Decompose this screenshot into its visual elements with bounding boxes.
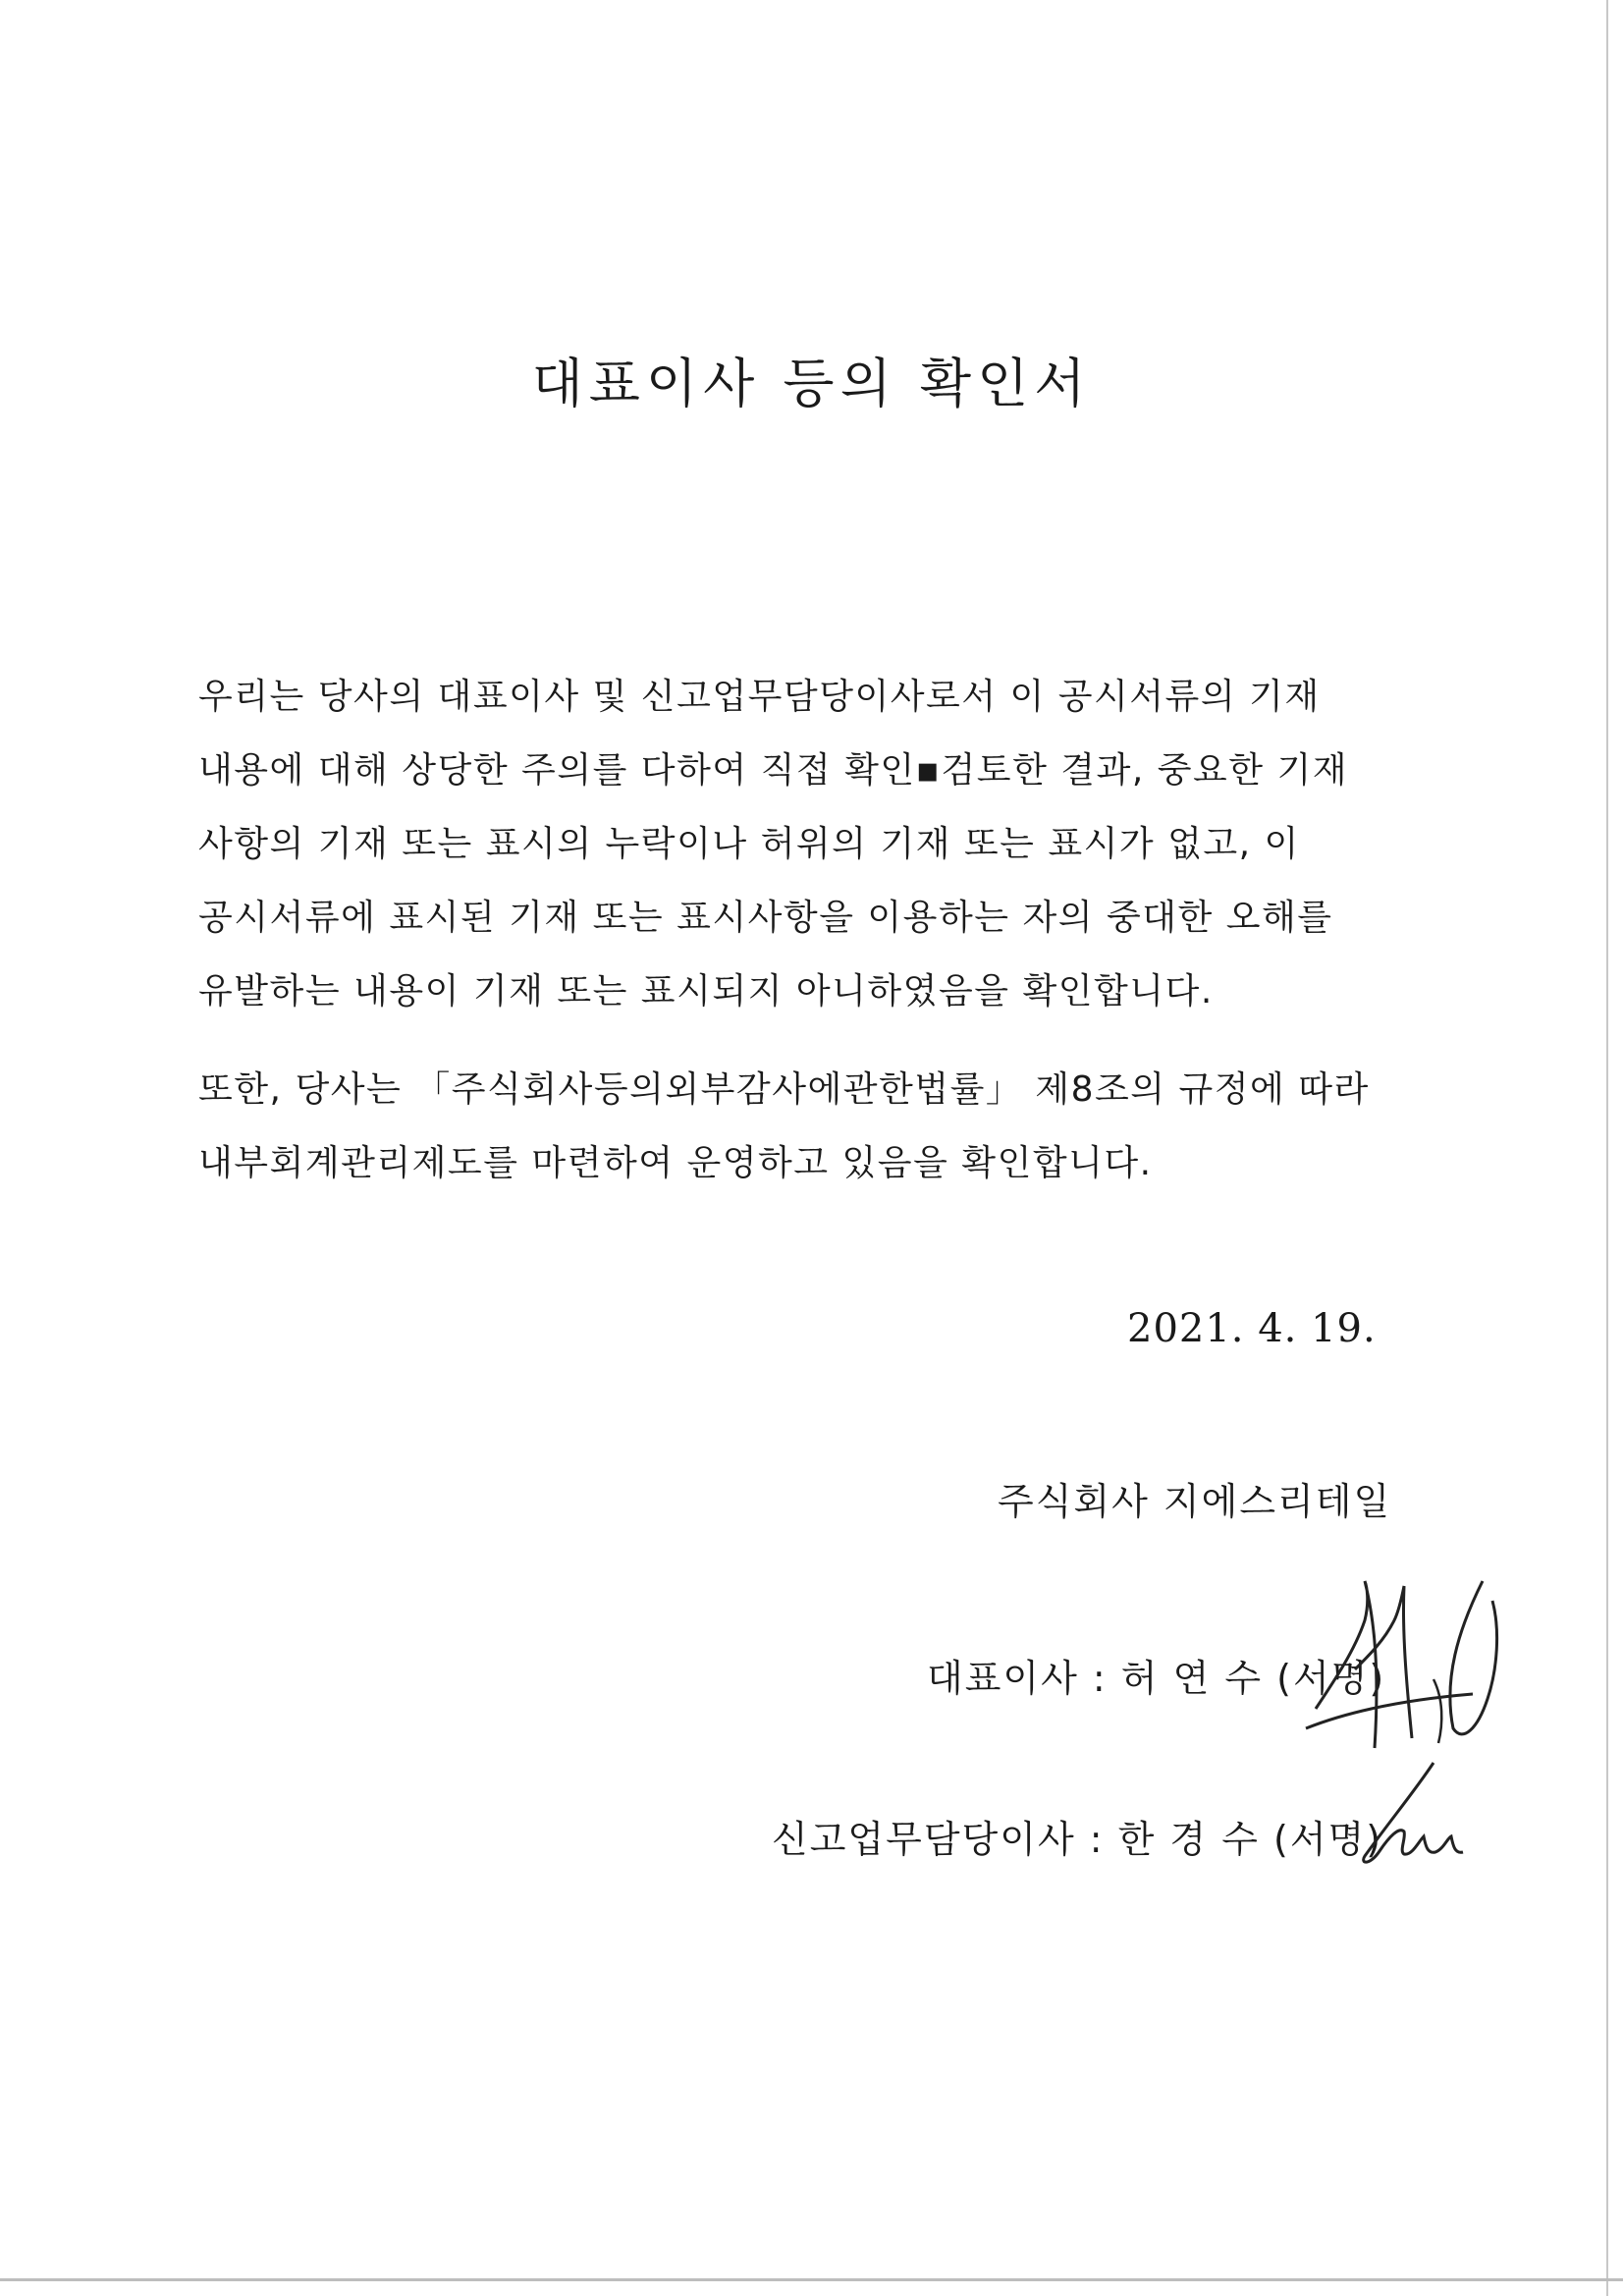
document-date: 2021. 4. 19. <box>1127 1306 1377 1351</box>
signatory-role: 대표이사 : <box>927 1657 1121 1700</box>
disclosure-director-signature-line <box>772 1809 1382 1863</box>
paragraph-line: 유발하는 내용이 기재 또는 표시되지 아니하였음을 확인합니다. <box>198 971 1214 1011</box>
signatory-role: 신고업무담당이사 : <box>772 1818 1118 1861</box>
paragraph-line: 내용에 대해 상당한 주의를 다하여 직접 확인▪검토한 결과, 중요한 기재 <box>198 750 1349 791</box>
signatory-name: 허 연 수 <box>1120 1657 1264 1700</box>
paragraph-line: 내부회계관리제도를 마련하여 운영하고 있음을 확인합니다. <box>198 1143 1153 1183</box>
ceo-signature-line <box>927 1648 1385 1702</box>
paragraph-line: 또한, 당사는 「주식회사등의외부감사에관한법률」 제8조의 규정에 따라 <box>198 1069 1370 1110</box>
scan-edge-bottom <box>0 2278 1623 2281</box>
company-name: 주식회사 지에스리테일 <box>998 1480 1392 1523</box>
paragraph-line: 우리는 당사의 대표이사 및 신고업무담당이사로서 이 공시서류의 기재 <box>198 677 1321 717</box>
internal-control-paragraph <box>198 1053 1421 1200</box>
confirmation-paragraph <box>198 660 1421 1028</box>
paragraph-line: 공시서류에 표시된 기재 또는 표시사항을 이용하는 자의 중대한 오해를 <box>198 898 1333 938</box>
document-title: 대표이사 등의 확인서 <box>531 353 1092 414</box>
signature-mark-label: (서명) <box>1263 1657 1386 1700</box>
paragraph-line: 사항의 기재 또는 표시의 누락이나 허위의 기재 또는 표시가 없고, 이 <box>198 824 1300 864</box>
signature-mark-label: (서명) <box>1259 1818 1383 1861</box>
signatory-name: 한 경 수 <box>1117 1818 1260 1861</box>
